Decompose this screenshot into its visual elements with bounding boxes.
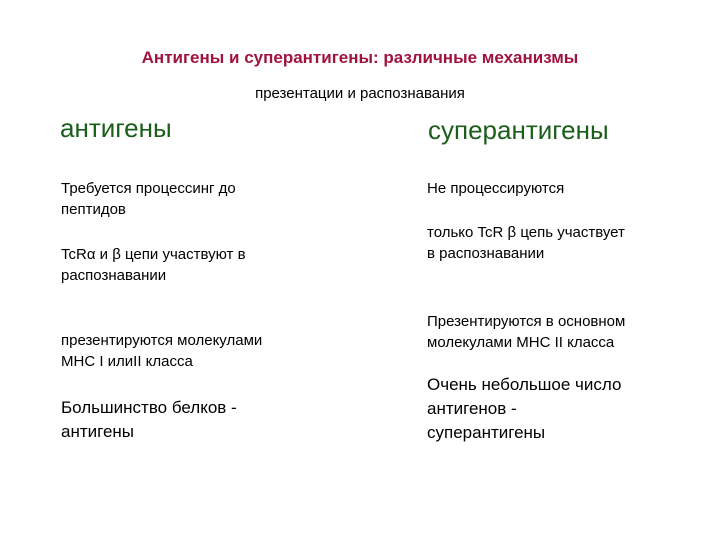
antigen-frequency-text	[61, 396, 331, 444]
text-line: Очень небольшое число	[427, 375, 622, 394]
text-line: Большинство белков -	[61, 398, 237, 417]
text-line: MHC I илиII класса	[61, 353, 193, 370]
text-line: антигенов -	[427, 399, 517, 418]
antigen-processing-text	[61, 178, 331, 220]
text-line: Требуется процессинг до	[61, 180, 236, 197]
text-line: только TcR β цепь участвует	[427, 224, 625, 241]
superantigen-processing-text	[427, 178, 707, 199]
superantigen-frequency-text	[427, 373, 707, 445]
text-line: Презентируются в основном	[427, 313, 626, 330]
text-line: TcRα и β цепи участвуют в	[61, 246, 246, 263]
superantigen-presentation-text	[427, 311, 707, 353]
text-line: молекулами MHC II класса	[427, 334, 615, 351]
superantigen-recognition-text	[427, 222, 707, 264]
text-line: распознавании	[61, 267, 167, 284]
superantigens-heading: суперантигены	[428, 115, 609, 145]
slide-title: Антигены и суперантигены: различные механизмы	[141, 48, 579, 67]
text-line: презентируются молекулами	[61, 332, 263, 349]
antigens-heading: антигены	[60, 113, 172, 143]
text-line: пептидов	[61, 201, 126, 218]
text-line: суперантигены	[427, 423, 546, 442]
slide-subtitle: презентации и распознавания	[255, 85, 465, 102]
antigen-presentation-text	[61, 330, 331, 372]
text-line: Не процессируются	[427, 180, 565, 197]
text-line: в распознавании	[427, 245, 545, 262]
antigen-recognition-text	[61, 244, 331, 286]
text-line: антигены	[61, 422, 135, 441]
